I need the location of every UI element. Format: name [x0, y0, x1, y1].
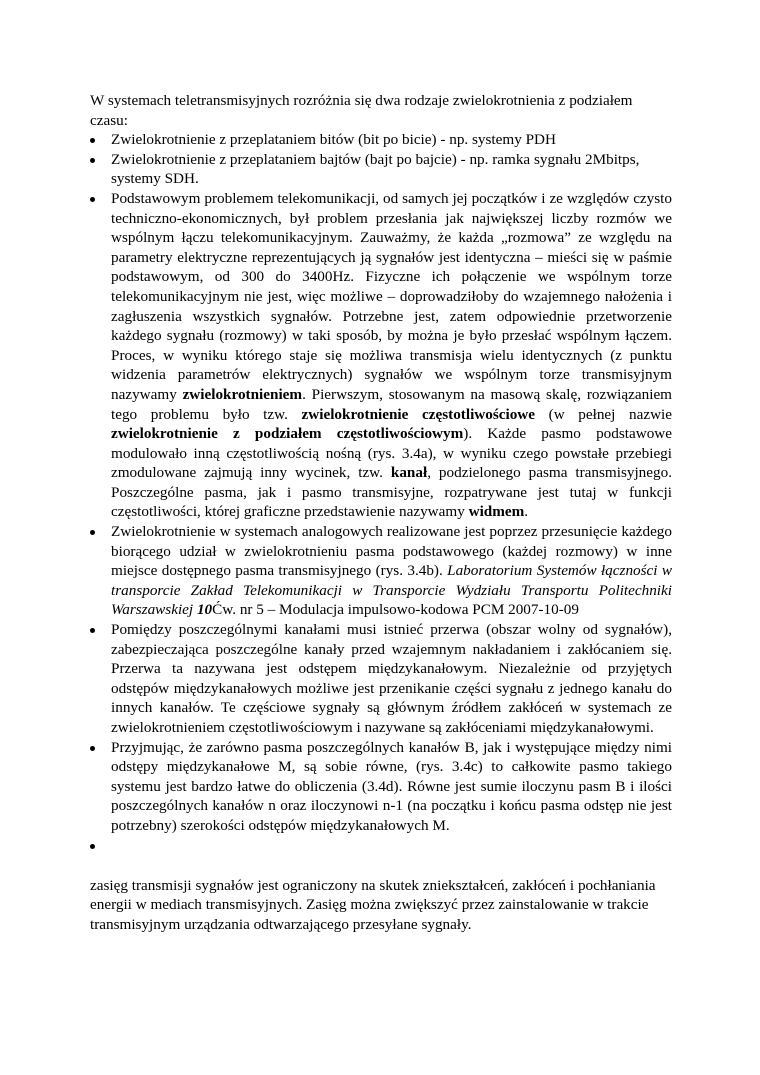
bullet-dot-icon — [90, 746, 95, 751]
list-item: Przyjmując, że zarówno pasma poszczególnych kanałów B, jak i występujące między nimi odstępy międzykanałowe M, są sobie równe, (rys. 3.4c) to całkowite pasmo takiego systemu jest bardzo łatwe do obliczenia (3.4d). Równe jest sumie iloczynu pasm B i ilości poszczególnych kanałów n oraz iloczynowi n-1 (na początku i końcu pasma odstęp nie jest potrzebny) szerokości odstępów międzykanałowych M. — [90, 738, 672, 836]
bullet-dot-icon — [90, 158, 95, 163]
term-zwielokrotnienie-czestotliwosciowe: zwielokrotnienie częstotliwościowe — [301, 405, 536, 423]
list-item-empty — [90, 836, 672, 856]
term-kanal: kanał — [390, 464, 428, 482]
closing-paragraph: zasięg transmisji sygnałów jest ograniczony na skutek zniekształceń, zakłóceń i pochłaniania energii w mediach transmisyjnych. Zasięg można zwiększyć przez zainstalowanie w trakcie transmisyjnym urządzania odtwarzającego przesyłane sygnały. — [90, 876, 656, 933]
list-item: Pomiędzy poszczególnymi kanałami musi istnieć przerwa (obszar wolny od sygnałów), zabezpieczająca poszczególne kanały przed wzajemnym nakładaniem i zakłócaniem się. Przerwa ta nazywana jest odstępem międzykanałowym. Niezależnie od przyjętych odstępów międzykanałowych możliwe jest przenikanie części sygnału z jednego kanału do innych kanałów. Te częściowe sygnały są głównym źródłem zakłóceń w systemach ze zwielokrotnieniem częstotliwościowym i nazywane są zakłóceniami międzykanałowymi. — [90, 620, 672, 738]
bullet-dot-icon — [90, 530, 95, 535]
bullet-dot-icon — [90, 628, 95, 633]
bullet-dot-icon — [90, 844, 95, 849]
term-pelna-nazwa: zwielokrotnienie z podziałem częstotliwościowym — [111, 425, 464, 443]
footer-citation: Laboratorium Systemów łączności w transporcie Zakład Telekomunikacji w Transporcie Wydziału Transportu Politechniki Warszawskiej — [111, 562, 672, 619]
bullet-list — [90, 130, 672, 855]
bullet-dot-icon — [90, 138, 95, 143]
page-number: 10 — [196, 601, 213, 619]
list-item: Podstawowym problemem telekomunikacji, od samych jej początków i ze względów czysto techniczno-ekonomicznych, był problem przesłania jak największej liczby rozmów we wspólnym łączu telekomunikacyjnym. Zauważmy, że każda „rozmowa” ze względu na parametry elektryczne reprezentujących ją sygnałów jest identyczna – mieści się w paśmie podstawowym, od 300 do 3400Hz. Fizyczne ich połączenie we wspólnym torze telekomunikacyjnym nie jest, więc możliwe – doprowadziłoby do wzajemnego nałożenia i zagłuszenia wszystkich sygnałów. Potrzebne jest, zatem odpowiednie przetworzenie każdego sygnału (rozmowy) w taki sposób, by można je było przesłać wspólnym łączem. Proces, w wyniku którego staje się możliwa transmisja wielu identycznych (z punktu widzenia parametrów elektrycznych) sygnałów we wspólnym torze transmisyjnym nazywamy zwielokrotnieniem. Pierwszym, stosowanym na masową skalę, rozwiązaniem tego problemu było tzw. zwielokrotnienie częstotliwościowe (w pełnej nazwie zwielokrotnienie z podziałem częstotliwościowym). Każde pasmo podstawowe modulowało inną częstotliwością nośną (rys. 3.4a), w wyniku czego powstałe przebiegi zmodulowane zajmują inny wycinek, tzw. kanał, podzielonego pasma transmisyjnego. Poszczególne pasma, jak i pasmo transmisyjne, rozpatrywane jest tutaj w funkcji częstotliwości, której graficzne przedstawienie nazywamy widmem. — [90, 189, 672, 522]
list-item: Zwielokrotnienie z przeplataniem bajtów (bajt po bajcie) - np. ramka sygnału 2Mbitps, systemy SDH. — [90, 150, 672, 189]
bullet-dot-icon — [90, 197, 95, 202]
term-widmem: widmem — [468, 503, 525, 521]
document-page — [90, 91, 672, 934]
list-item: Zwielokrotnienie z przeplataniem bitów (bit po bicie) - np. systemy PDH — [90, 130, 672, 150]
term-zwielokrotnieniem: zwielokrotnieniem — [182, 385, 303, 403]
intro-paragraph: W systemach teletransmisyjnych rozróżnia się dwa rodzaje zwielokrotnienia z podziałem czasu: — [90, 92, 633, 129]
list-item: Zwielokrotnienie w systemach analogowych realizowane jest poprzez przesunięcie każdego biorącego udział w zwielokrotnieniu pasma podstawowego (każdej rozmowy) w inne miejsce dostępnego pasma transmisyjnego (rys. 3.4b). Laboratorium Systemów łączności w transporcie Zakład Telekomunikacji w Transporcie Wydziału Transportu Politechniki Warszawskiej 10Ćw. nr 5 – Modulacja impulsowo-kodowa PCM 2007-10-09 — [90, 522, 672, 620]
